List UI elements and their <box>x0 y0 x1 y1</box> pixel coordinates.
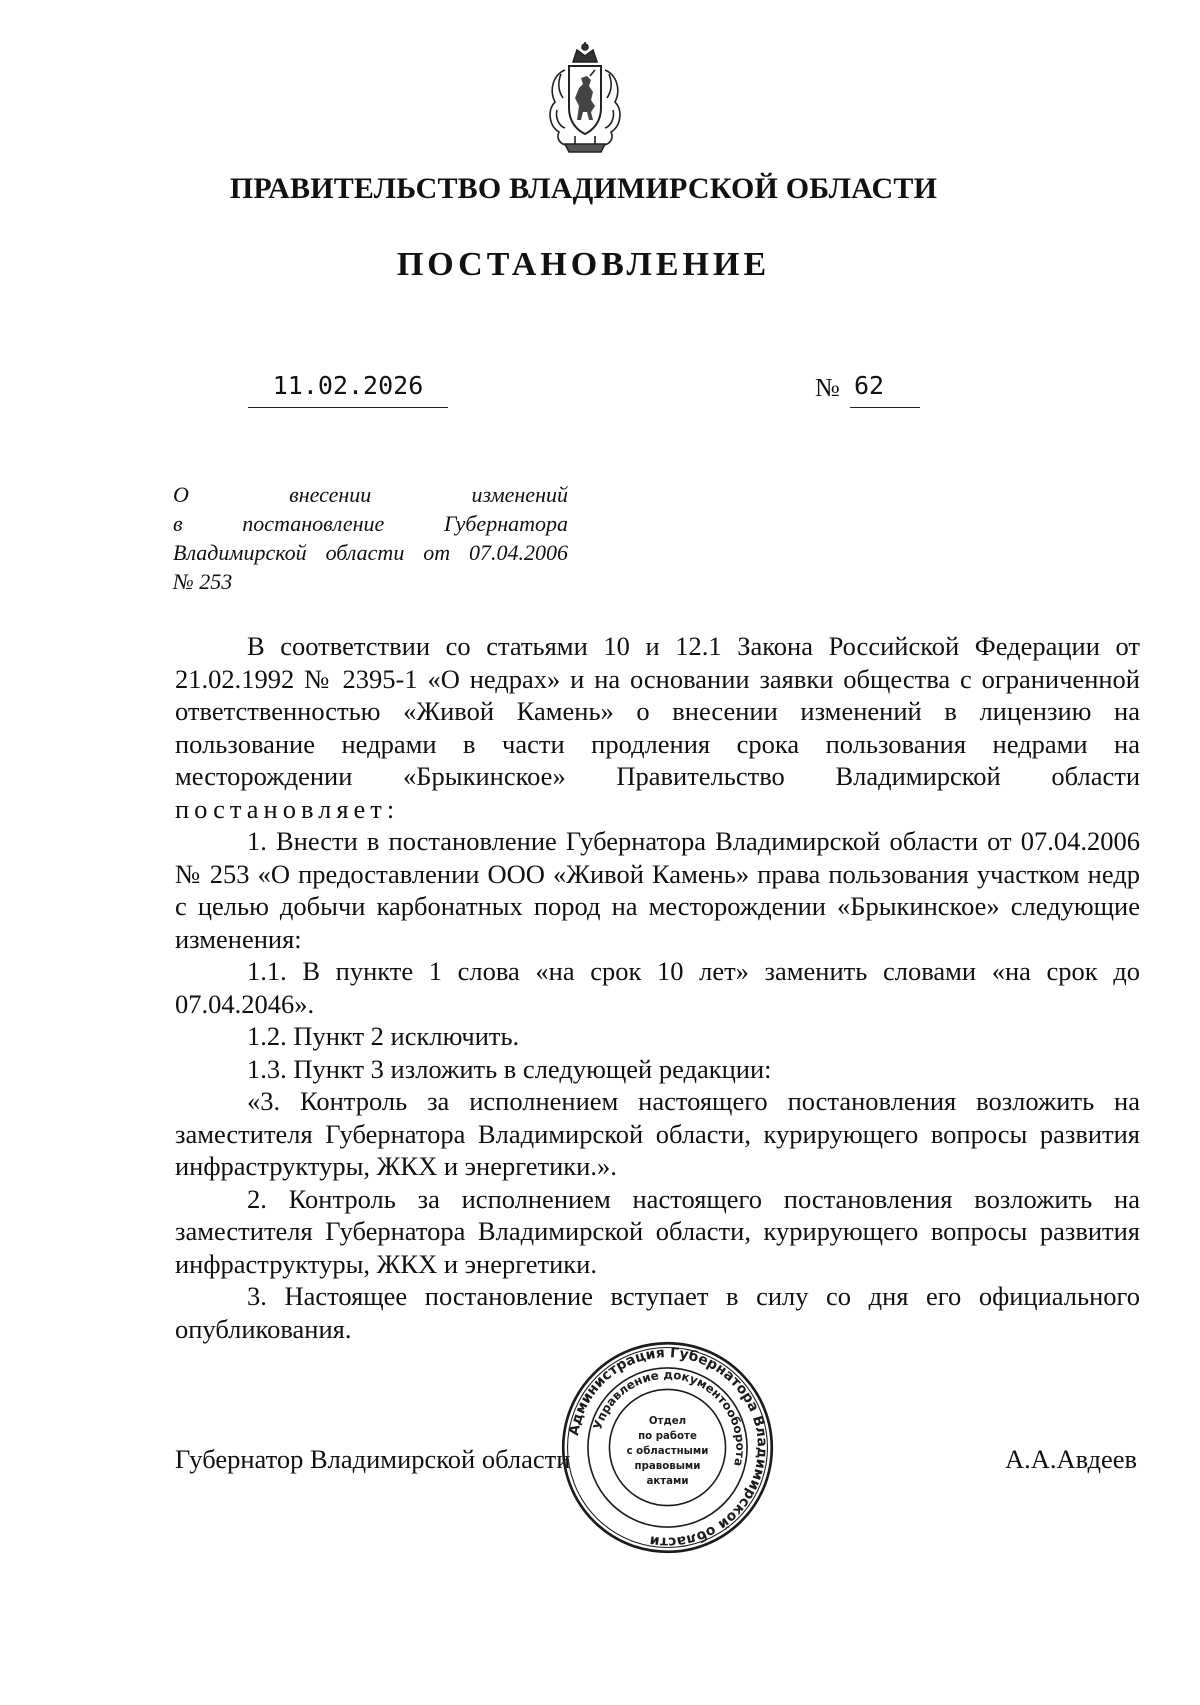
subject-line: Владимирской области от 07.04.2006 <box>173 540 568 565</box>
stamp-inner-ring-text: Управление документооборота <box>590 1367 748 1468</box>
number-label: № <box>815 373 840 402</box>
official-stamp <box>560 1340 775 1555</box>
document-date: 11.02.2026 <box>248 370 448 408</box>
signatory-title: Губернатор Владимирской области <box>175 1444 571 1474</box>
stamp-center-line: по работе <box>638 1430 697 1442</box>
paragraph-1-3-quote: «3. Контроль за исполнением настоящего постановления возложить на заместителя Губернатора Владимирской области, курирующего вопросы развития инфраструктуры, ЖКХ и энергетики.». <box>175 1086 1140 1181</box>
paragraph-1-3: 1.3. Пункт 3 изложить в следующей редакции: <box>247 1053 772 1084</box>
stamp-outer-ring-text: Администрация Губернатора Владимирской области <box>565 1345 770 1550</box>
subject-line: № 253 <box>173 569 233 594</box>
stamp-center-line: с областными <box>626 1445 709 1457</box>
preamble-paragraph <box>175 630 1140 825</box>
resolves-word: постановляет: <box>175 793 400 824</box>
paragraph-3: 3. Настоящее постановление вступает в силу со дня его официального опубликования. <box>175 1281 1140 1344</box>
stamp-center-line: правовыми <box>634 1461 701 1472</box>
document-body <box>175 630 1140 1345</box>
document-number: 62 <box>850 370 920 408</box>
paragraph-2: 2. Контроль за исполнением настоящего постановления возложить на заместителя Губернатора Владимирской области, курирующего вопросы развития инфраструктуры, ЖКХ и энергетики. <box>175 1183 1140 1279</box>
coat-of-arms-icon <box>535 40 635 158</box>
paragraph-1-1: 1.1. В пункте 1 слова «на срок 10 лет» заменить словами «на срок до 07.04.2046». <box>175 956 1140 1019</box>
organization-name: ПРАВИТЕЛЬСТВО ВЛАДИМИРСКОЙ ОБЛАСТИ <box>229 172 938 205</box>
paragraph-1: 1. Внести в постановление Губернатора Владимирской области от 07.04.2006 № 253 «О предоставлении ООО «Живой Камень» права пользования участком недр с целью добычи карбонатных пород на месторождении «Брыкинское» следующие изменения: <box>175 826 1140 954</box>
document-type: ПОСТАНОВЛЕНИЕ <box>396 246 771 283</box>
preamble-text: В соответствии со статьями 10 и 12.1 Закона Российской Федерации от 21.02.1992 № 2395-1 «О недрах» и на основании заявки общества с ограниченной ответственностью «Живой Камень» о внесении изменений в лицензию на пользование недрами в части продления срока пользования недрами на месторождении «Брыкинское» Правительство Владимирской области <box>175 631 1140 791</box>
paragraph-1-2: 1.2. Пункт 2 исключить. <box>247 1021 520 1051</box>
stamp-center-line: Отдел <box>648 1415 687 1427</box>
subject-line: О внесении изменений <box>173 482 568 507</box>
signatory-name: А.А.Авдеев <box>1005 1444 1138 1474</box>
document-subject <box>173 480 568 596</box>
stamp-center-line: актами <box>646 1476 689 1488</box>
subject-line: в постановление Губернатора <box>173 511 568 536</box>
